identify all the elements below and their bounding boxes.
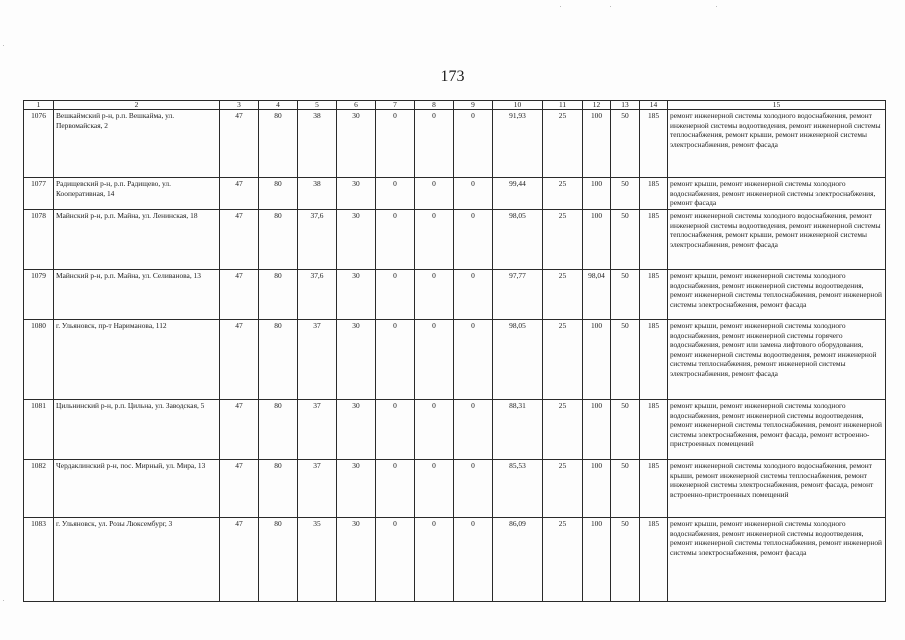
value-cell: 47 bbox=[220, 319, 259, 399]
row-number-cell: 1083 bbox=[24, 517, 54, 601]
value-cell: 37,6 bbox=[298, 209, 337, 269]
value-cell: 0 bbox=[415, 517, 454, 601]
value-cell: 0 bbox=[415, 269, 454, 319]
value-cell: 100 bbox=[583, 209, 611, 269]
column-header: 8 bbox=[415, 101, 454, 110]
value-cell: 30 bbox=[337, 269, 376, 319]
value-cell: 98,05 bbox=[493, 209, 543, 269]
works-cell: ремонт инженерной системы холодного водоснабжения, ремонт инженерной системы водоотведения, ремонт инженерной системы теплоснабжения, ремонт крыши, ремонт инженерной системы электроснабжения, ремонт фасада bbox=[668, 110, 886, 178]
value-cell: 37 bbox=[298, 399, 337, 459]
value-cell: 0 bbox=[454, 459, 493, 517]
value-cell: 25 bbox=[543, 269, 583, 319]
value-cell: 30 bbox=[337, 209, 376, 269]
value-cell: 0 bbox=[415, 178, 454, 210]
value-cell: 185 bbox=[640, 399, 668, 459]
value-cell: 0 bbox=[376, 178, 415, 210]
works-cell: ремонт крыши, ремонт инженерной системы холодного водоснабжения, ремонт инженерной системы водоотведения, ремонт инженерной системы теплоснабжения, ремонт инженерной системы электроснабжения, ремонт фасада bbox=[668, 269, 886, 319]
column-header: 7 bbox=[376, 101, 415, 110]
column-header: 14 bbox=[640, 101, 668, 110]
page-number: 173 bbox=[440, 68, 465, 85]
value-cell: 30 bbox=[337, 319, 376, 399]
value-cell: 0 bbox=[415, 209, 454, 269]
column-header: 2 bbox=[54, 101, 220, 110]
table-row bbox=[24, 269, 886, 319]
value-cell: 98,05 bbox=[493, 319, 543, 399]
value-cell: 0 bbox=[454, 209, 493, 269]
value-cell: 0 bbox=[415, 399, 454, 459]
value-cell: 0 bbox=[454, 319, 493, 399]
header-row bbox=[24, 101, 886, 110]
value-cell: 0 bbox=[376, 517, 415, 601]
value-cell: 80 bbox=[259, 319, 298, 399]
value-cell: 50 bbox=[611, 209, 640, 269]
value-cell: 80 bbox=[259, 178, 298, 210]
address-cell: г. Ульяновск, ул. Розы Люксембург, 3 bbox=[54, 517, 220, 601]
value-cell: 0 bbox=[454, 269, 493, 319]
value-cell: 100 bbox=[583, 319, 611, 399]
works-cell: ремонт крыши, ремонт инженерной системы холодного водоснабжения, ремонт инженерной системы горячего водоснабжения, ремонт или замена лифтового оборудования, ремонт инженерной системы водоотведения, ремонт инженерной системы теплоснабжения, ремонт инженерной системы электроснабжения, ремонт фасада bbox=[668, 319, 886, 399]
value-cell: 37,6 bbox=[298, 269, 337, 319]
value-cell: 185 bbox=[640, 459, 668, 517]
value-cell: 0 bbox=[376, 399, 415, 459]
value-cell: 0 bbox=[376, 209, 415, 269]
value-cell: 35 bbox=[298, 517, 337, 601]
column-header: 4 bbox=[259, 101, 298, 110]
value-cell: 30 bbox=[337, 459, 376, 517]
value-cell: 98,04 bbox=[583, 269, 611, 319]
table-row bbox=[24, 178, 886, 210]
value-cell: 50 bbox=[611, 399, 640, 459]
value-cell: 30 bbox=[337, 517, 376, 601]
value-cell: 0 bbox=[415, 319, 454, 399]
value-cell: 80 bbox=[259, 269, 298, 319]
value-cell: 50 bbox=[611, 459, 640, 517]
row-number-cell: 1082 bbox=[24, 459, 54, 517]
table-row bbox=[24, 319, 886, 399]
table-row bbox=[24, 459, 886, 517]
value-cell: 30 bbox=[337, 110, 376, 178]
column-header: 12 bbox=[583, 101, 611, 110]
value-cell: 0 bbox=[376, 319, 415, 399]
value-cell: 0 bbox=[415, 110, 454, 178]
row-number-cell: 1076 bbox=[24, 110, 54, 178]
value-cell: 25 bbox=[543, 209, 583, 269]
column-header: 6 bbox=[337, 101, 376, 110]
value-cell: 80 bbox=[259, 517, 298, 601]
value-cell: 97,77 bbox=[493, 269, 543, 319]
value-cell: 185 bbox=[640, 209, 668, 269]
value-cell: 47 bbox=[220, 110, 259, 178]
value-cell: 25 bbox=[543, 319, 583, 399]
value-cell: 50 bbox=[611, 517, 640, 601]
column-header: 11 bbox=[543, 101, 583, 110]
table-row bbox=[24, 110, 886, 178]
value-cell: 47 bbox=[220, 399, 259, 459]
row-number-cell: 1079 bbox=[24, 269, 54, 319]
works-cell: ремонт инженерной системы холодного водоснабжения, ремонт крыши, ремонт инженерной системы теплоснабжения, ремонт инженерной системы электроснабжения, ремонт фасада, ремонт встроенно-пристроенных помещений bbox=[668, 459, 886, 517]
value-cell: 100 bbox=[583, 517, 611, 601]
table-body bbox=[24, 110, 886, 602]
value-cell: 30 bbox=[337, 178, 376, 210]
value-cell: 0 bbox=[454, 110, 493, 178]
address-cell: Чердаклинский р-н, пос. Мирный, ул. Мира, 13 bbox=[54, 459, 220, 517]
value-cell: 0 bbox=[454, 517, 493, 601]
value-cell: 185 bbox=[640, 319, 668, 399]
value-cell: 47 bbox=[220, 517, 259, 601]
value-cell: 30 bbox=[337, 399, 376, 459]
column-header: 9 bbox=[454, 101, 493, 110]
value-cell: 0 bbox=[376, 269, 415, 319]
value-cell: 37 bbox=[298, 459, 337, 517]
value-cell: 38 bbox=[298, 178, 337, 210]
value-cell: 25 bbox=[543, 459, 583, 517]
address-cell: Майнский р-н, р.п. Майна, ул. Селиванова, 13 bbox=[54, 269, 220, 319]
works-cell: ремонт крыши, ремонт инженерной системы холодного водоснабжения, ремонт инженерной системы водоотведения, ремонт инженерной системы теплоснабжения, ремонт инженерной системы электроснабжения, ремонт фасада bbox=[668, 517, 886, 601]
value-cell: 88,31 bbox=[493, 399, 543, 459]
address-cell: Майнский р-н, р.п. Майна, ул. Ленинская, 18 bbox=[54, 209, 220, 269]
value-cell: 38 bbox=[298, 110, 337, 178]
data-table bbox=[23, 100, 886, 602]
works-cell: ремонт крыши, ремонт инженерной системы холодного водоснабжения, ремонт инженерной системы электроснабжения, ремонт фасада bbox=[668, 178, 886, 210]
value-cell: 25 bbox=[543, 110, 583, 178]
value-cell: 0 bbox=[376, 459, 415, 517]
table-row bbox=[24, 209, 886, 269]
works-cell: ремонт крыши, ремонт инженерной системы холодного водоснабжения, ремонт инженерной системы водоотведения, ремонт инженерной системы теплоснабжения, ремонт инженерной системы электроснабжения, ремонт фасада, ремонт встроенно-пристроенных помещений bbox=[668, 399, 886, 459]
value-cell: 0 bbox=[454, 399, 493, 459]
value-cell: 91,93 bbox=[493, 110, 543, 178]
value-cell: 80 bbox=[259, 399, 298, 459]
address-cell: Радищевский р-н, р.п. Радищево, ул. Кооперативная, 14 bbox=[54, 178, 220, 210]
value-cell: 47 bbox=[220, 209, 259, 269]
value-cell: 50 bbox=[611, 269, 640, 319]
value-cell: 0 bbox=[415, 459, 454, 517]
value-cell: 0 bbox=[454, 178, 493, 210]
works-cell: ремонт инженерной системы холодного водоснабжения, ремонт инженерной системы водоотведения, ремонт инженерной системы теплоснабжения, ремонт крыши, ремонт инженерной системы электроснабжения, ремонт фасада bbox=[668, 209, 886, 269]
address-cell: г. Ульяновск, пр-т Нариманова, 112 bbox=[54, 319, 220, 399]
row-number-cell: 1078 bbox=[24, 209, 54, 269]
column-header: 3 bbox=[220, 101, 259, 110]
column-header: 13 bbox=[611, 101, 640, 110]
value-cell: 85,53 bbox=[493, 459, 543, 517]
value-cell: 25 bbox=[543, 517, 583, 601]
value-cell: 50 bbox=[611, 178, 640, 210]
value-cell: 80 bbox=[259, 459, 298, 517]
row-number-cell: 1077 bbox=[24, 178, 54, 210]
value-cell: 185 bbox=[640, 269, 668, 319]
address-cell: Цильнинский р-н, р.п. Цильна, ул. Заводская, 5 bbox=[54, 399, 220, 459]
value-cell: 80 bbox=[259, 209, 298, 269]
value-cell: 185 bbox=[640, 110, 668, 178]
value-cell: 99,44 bbox=[493, 178, 543, 210]
value-cell: 80 bbox=[259, 110, 298, 178]
table-row bbox=[24, 517, 886, 601]
value-cell: 50 bbox=[611, 110, 640, 178]
value-cell: 25 bbox=[543, 178, 583, 210]
column-header: 10 bbox=[493, 101, 543, 110]
value-cell: 47 bbox=[220, 459, 259, 517]
column-header: 15 bbox=[668, 101, 886, 110]
column-header: 5 bbox=[298, 101, 337, 110]
value-cell: 37 bbox=[298, 319, 337, 399]
value-cell: 100 bbox=[583, 459, 611, 517]
value-cell: 100 bbox=[583, 110, 611, 178]
value-cell: 25 bbox=[543, 399, 583, 459]
value-cell: 0 bbox=[376, 110, 415, 178]
value-cell: 100 bbox=[583, 399, 611, 459]
value-cell: 47 bbox=[220, 269, 259, 319]
row-number-cell: 1081 bbox=[24, 399, 54, 459]
value-cell: 100 bbox=[583, 178, 611, 210]
table-row bbox=[24, 399, 886, 459]
value-cell: 47 bbox=[220, 178, 259, 210]
address-cell: Вешкаймский р-н, р.п. Вешкайма, ул. Первомайская, 2 bbox=[54, 110, 220, 178]
value-cell: 50 bbox=[611, 319, 640, 399]
column-header: 1 bbox=[24, 101, 54, 110]
value-cell: 185 bbox=[640, 178, 668, 210]
value-cell: 185 bbox=[640, 517, 668, 601]
row-number-cell: 1080 bbox=[24, 319, 54, 399]
value-cell: 86,09 bbox=[493, 517, 543, 601]
